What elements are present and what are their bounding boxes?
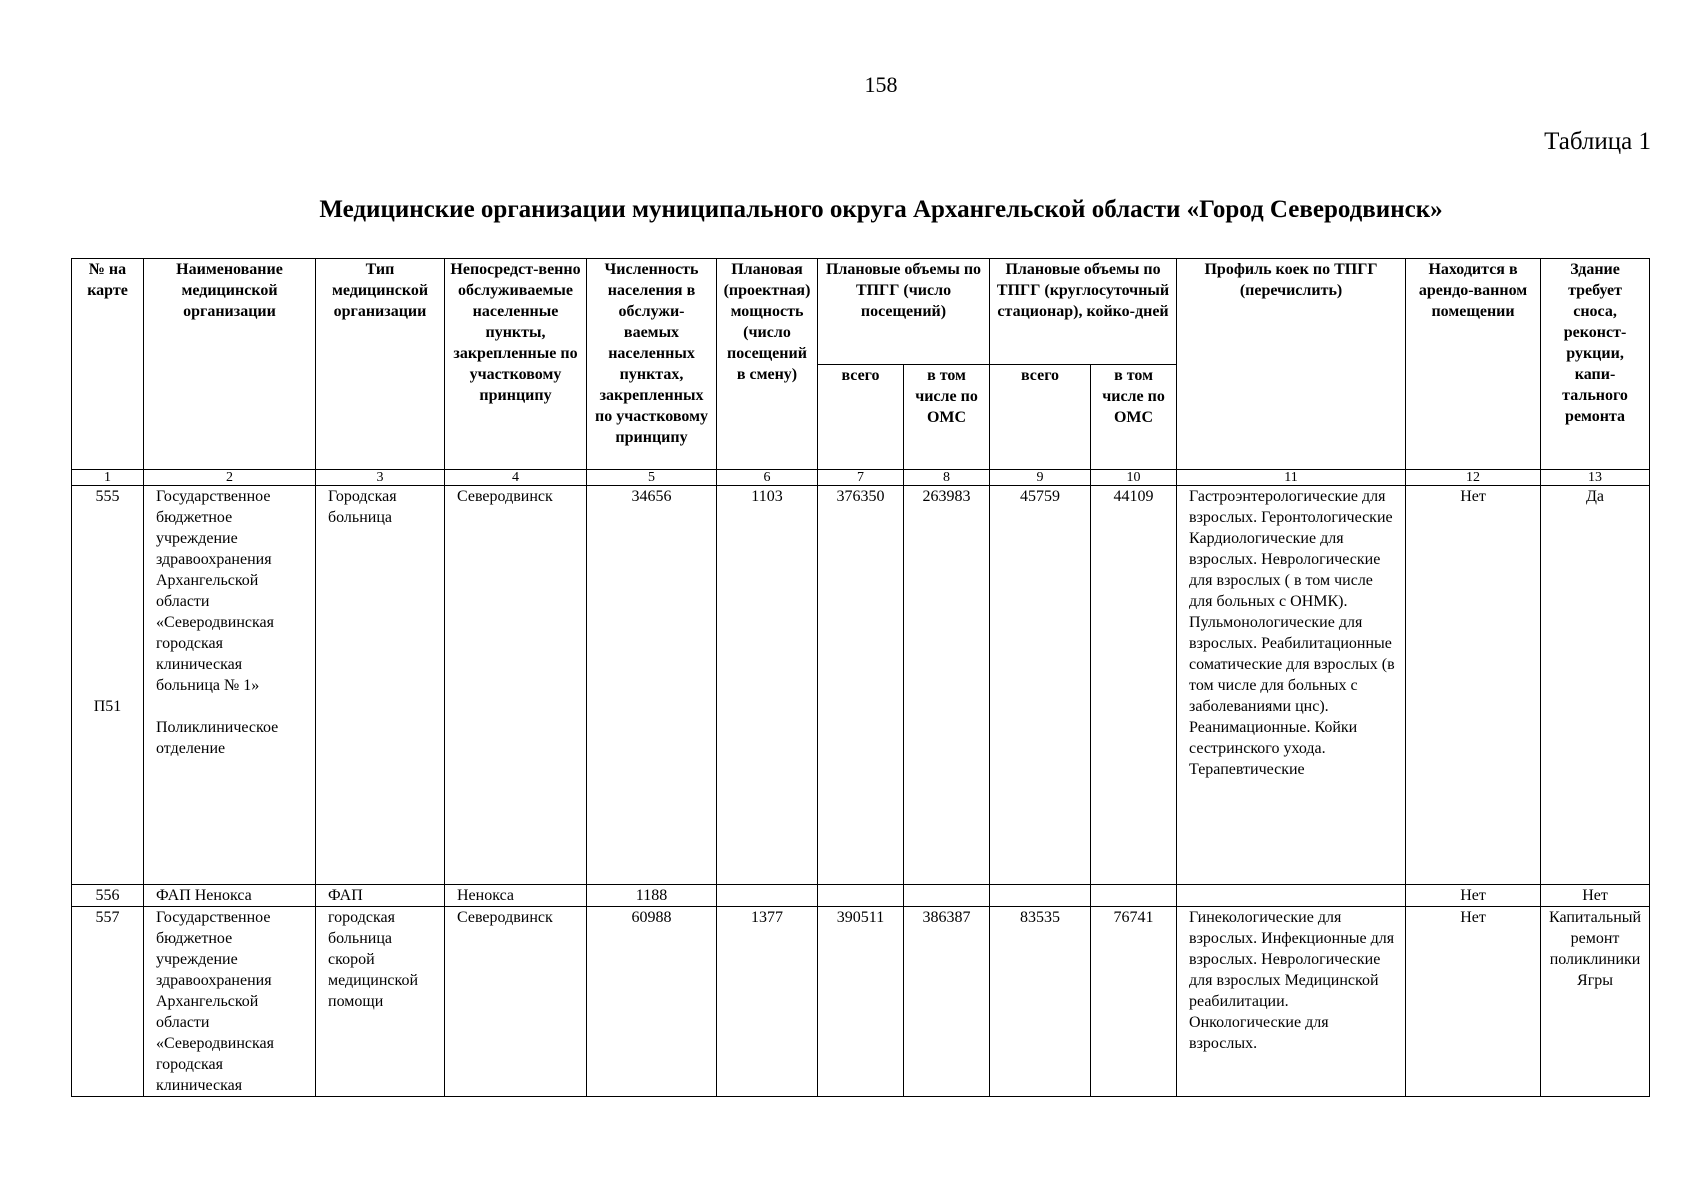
header-settlements: Непосредст-венно обслуживаемые населенные пункты, закрепленные по участковому принципу xyxy=(445,259,587,470)
org-sub-name: Поликлиническое отделение xyxy=(156,719,279,757)
header-capacity: Плановая (проектная) мощность (число посещений в смену) xyxy=(717,259,818,470)
org-name: ФАП Ненокса xyxy=(144,885,316,907)
visits-oms xyxy=(904,885,990,907)
rented: Нет xyxy=(1406,885,1541,907)
map-number: 557 xyxy=(72,907,144,1097)
map-number: 556 xyxy=(72,885,144,907)
header-beds-group: Плановые объемы по ТПГГ (круглосуточный стационар), койко-дней xyxy=(990,259,1177,365)
needs-repair: Нет xyxy=(1541,885,1650,907)
column-number: 5 xyxy=(587,470,717,486)
header-beddays-total: всего xyxy=(990,365,1091,470)
org-type: городская больница скорой медицинской помощи xyxy=(316,907,445,1097)
population: 1188 xyxy=(587,885,717,907)
header-needs-repair: Здание требует сноса, реконст-рукции, капи-тального ремонта xyxy=(1541,259,1650,470)
org-name: Государственное бюджетное учреждение здравоохранения Архангельской области «Северодвинская городская клиническая больница № 1» xyxy=(156,488,274,694)
column-number: 13 xyxy=(1541,470,1650,486)
column-number: 12 xyxy=(1406,470,1541,486)
beddays-total: 83535 xyxy=(990,907,1091,1097)
column-number: 3 xyxy=(316,470,445,486)
settlements: Ненокса xyxy=(445,885,587,907)
org-name: Государственное бюджетное учреждение здравоохранения Архангельской области «Северодвинская городская клиническая xyxy=(144,907,316,1097)
needs-repair: Капитальный ремонт поликлиники Ягры xyxy=(1541,907,1650,1097)
column-number: 2 xyxy=(144,470,316,486)
visits-oms: 386387 xyxy=(904,907,990,1097)
table-row xyxy=(72,486,1650,885)
needs-repair: Да xyxy=(1541,486,1650,885)
settlements: Северодвинск xyxy=(445,486,587,885)
column-number: 9 xyxy=(990,470,1091,486)
document-title: Медицинские организации муниципального округа Архангельской области «Город Северодвинск» xyxy=(319,196,1443,223)
spacer xyxy=(77,507,138,696)
visits-total xyxy=(818,885,904,907)
bed-profiles: Гастроэнтерологические для взрослых. Геронтологические Кардиологические для взрослых. Неврологические для взрослых ( в том числе для больных с ОНМК). Пульмонологические для взрослых. Реабилитационные соматические для взрослых (в том числе для больных с заболеваниями цнс). Реанимационные. Койки сестринского ухода. Терапевтические xyxy=(1177,486,1406,885)
settlements: Северодвинск xyxy=(445,907,587,1097)
header-visits-total: всего xyxy=(818,365,904,470)
header-rented: Находится в арендо-ванном помещении xyxy=(1406,259,1541,470)
map-number: 555 xyxy=(95,488,120,505)
rented: Нет xyxy=(1406,907,1541,1097)
table-row xyxy=(72,885,1650,907)
column-number: 1 xyxy=(72,470,144,486)
beddays-oms: 44109 xyxy=(1091,486,1177,885)
capacity xyxy=(717,885,818,907)
header-map-number: № на карте xyxy=(72,259,144,470)
header-org-name: Наименование медицинской организации xyxy=(144,259,316,470)
header-visits-group: Плановые объемы по ТПГГ (число посещений) xyxy=(818,259,990,365)
visits-oms: 263983 xyxy=(904,486,990,885)
header-org-type: Тип медицинской организации xyxy=(316,259,445,470)
table-row xyxy=(72,907,1650,1097)
bed-profiles xyxy=(1177,885,1406,907)
visits-total: 376350 xyxy=(818,486,904,885)
header-beddays-oms: в том числе по ОМС xyxy=(1091,365,1177,470)
population: 34656 xyxy=(587,486,717,885)
capacity: 1377 xyxy=(717,907,818,1097)
column-number: 4 xyxy=(445,470,587,486)
beddays-oms: 76741 xyxy=(1091,907,1177,1097)
org-type: Городская больница xyxy=(316,486,445,885)
column-number: 7 xyxy=(818,470,904,486)
visits-total: 390511 xyxy=(818,907,904,1097)
column-number: 8 xyxy=(904,470,990,486)
map-sub-number: П51 xyxy=(93,698,122,715)
column-number: 6 xyxy=(717,470,818,486)
bed-profiles: Гинекологические для взрослых. Инфекционные для взрослых. Неврологические для взрослых Медицинской реабилитации. Онкологические для взрослых. xyxy=(1177,907,1406,1097)
population: 60988 xyxy=(587,907,717,1097)
column-number: 10 xyxy=(1091,470,1177,486)
page-number: 158 xyxy=(864,72,898,97)
beddays-total: 45759 xyxy=(990,486,1091,885)
spacer xyxy=(156,696,310,717)
header-bed-profiles: Профиль коек по ТПГГ (перечислить) xyxy=(1177,259,1406,470)
beddays-oms xyxy=(1091,885,1177,907)
capacity: 1103 xyxy=(717,486,818,885)
organizations-table xyxy=(71,258,1650,1097)
header-visits-oms: в том числе по ОМС xyxy=(904,365,990,470)
beddays-total xyxy=(990,885,1091,907)
rented: Нет xyxy=(1406,486,1541,885)
column-number: 11 xyxy=(1177,470,1406,486)
column-number-row xyxy=(72,470,1650,486)
org-type: ФАП xyxy=(316,885,445,907)
table-label: Таблица 1 xyxy=(1544,128,1651,155)
header-population: Численность населения в обслужи-ваемых населенных пунктах, закрепленных по участковому принципу xyxy=(587,259,717,470)
